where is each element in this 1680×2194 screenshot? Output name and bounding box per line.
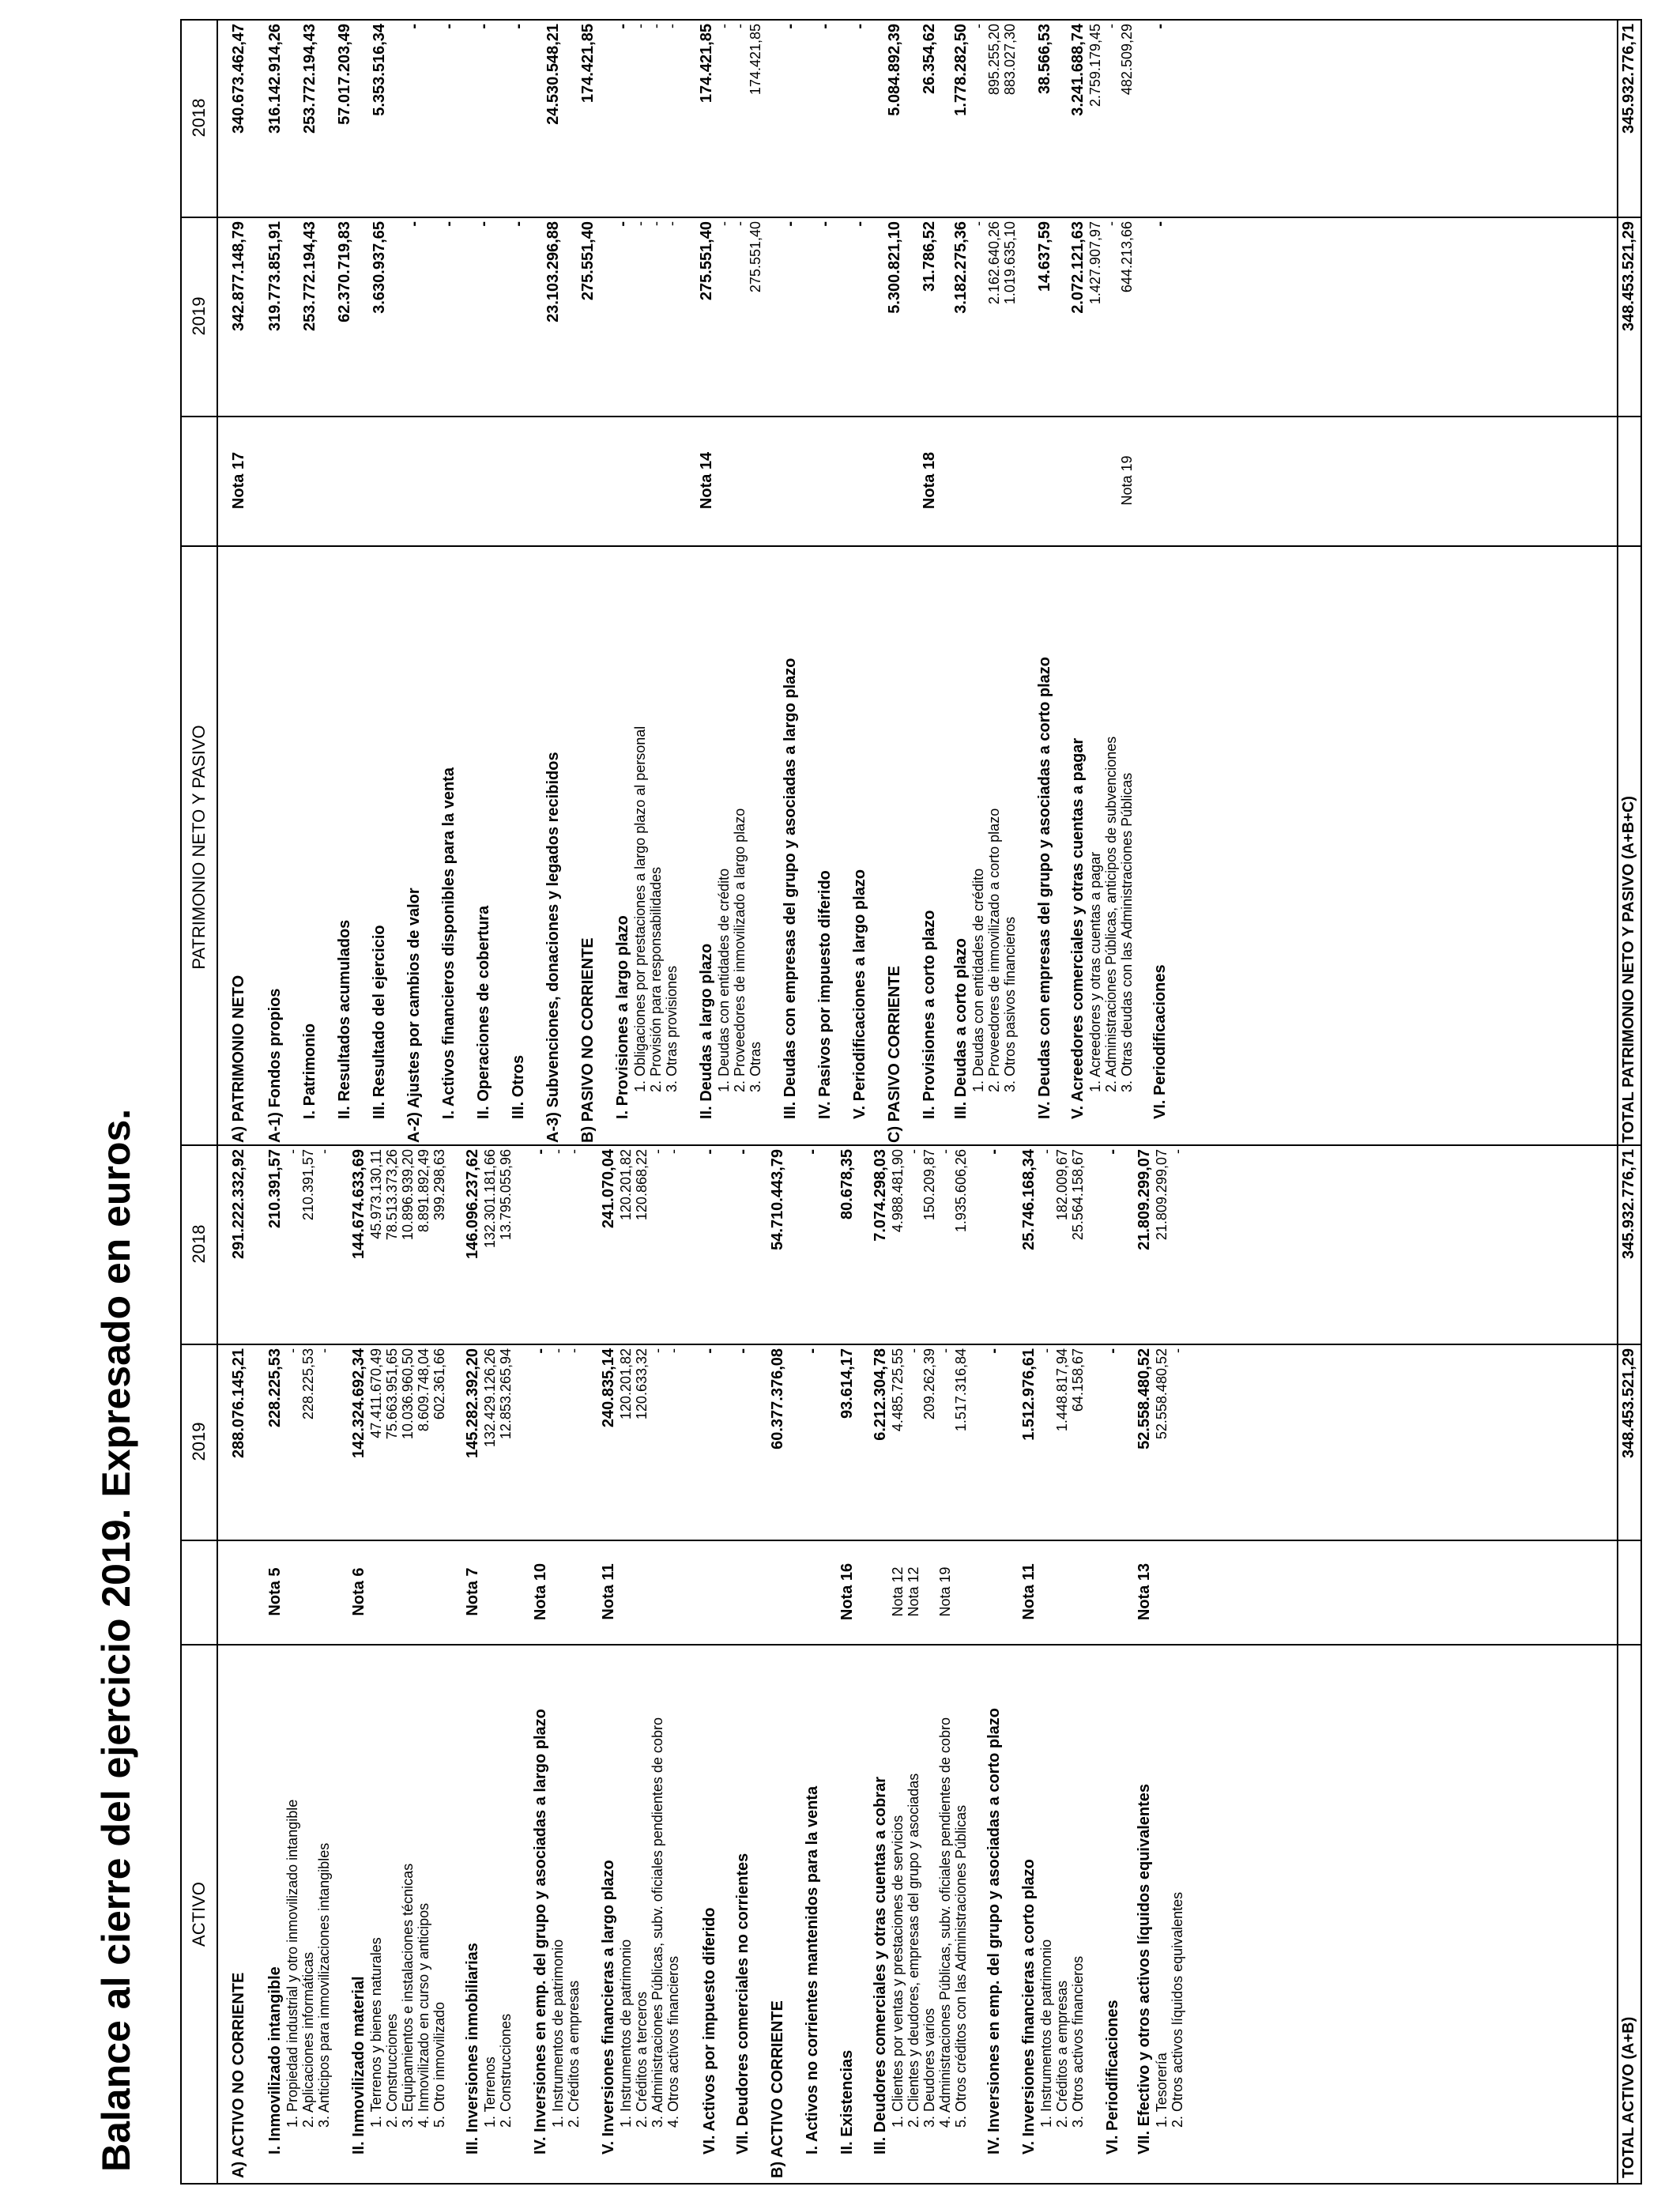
pasivo-row-16-label: 1. Deudas con entidades de crédito [716,868,732,1092]
activo-column-label [182,1646,1640,2183]
pasivo-row-9-y2018: 24.530.548,21 [544,24,562,125]
activo-row-39-y2019: 52.558.480,52 [1136,1348,1153,1449]
pasivo-column-label [182,547,1640,1148]
pasivo-row-10-y2018: 174.421,85 [579,24,597,104]
pasivo-row-9-label: A-3) Subvenciones, donaciones y legados recibidos [544,752,562,1143]
pasivo-row-24-label: III. Deudas a corto plazo [952,938,970,1119]
pasivo-header-y2018: 2018 [182,19,218,217]
pasivo-row-3-y2018: 57.017.203,49 [336,24,353,125]
activo-row-34-label: V. Inversiones financieras a corto plazo [1020,1859,1038,2154]
activo-row-6-label: 1. Terrenos y bienes naturales [368,1937,384,2128]
pasivo-row-6-y2019: - [440,221,458,227]
pasivo-header-label: PATRIMONIO NETO Y PASIVO [182,547,218,1148]
pasivo-total-label: TOTAL PATRIMONIO NETO Y PASIVO (A+B+C) [1620,796,1637,1143]
activo-column-y2019 [182,1344,1640,1541]
activo-row-14-y2018: - [532,1149,549,1155]
activo-row-25-y2018: - [804,1149,821,1155]
pasivo-row-26-y2019: 2.162.640,26 [986,221,1002,305]
pasivo-column-y2018 [182,19,1640,218]
activo-row-20-y2019: - [650,1348,665,1353]
pasivo-row-26-label: 2. Proveedores de inmovilizado a corto plazo [986,808,1002,1092]
activo-row-10-label: 5. Otro inmovilizado [431,2001,447,2128]
activo-row-19-y2018: 120.868,22 [634,1149,650,1221]
activo-row-23-label: VII. Deudores comerciales no corrientes [734,1853,751,2154]
pasivo-row-15-label: II. Deudas a largo plazo [698,943,715,1119]
activo-row-15-y2019: - [550,1348,566,1353]
activo-row-28-y2018: 4.988.481,90 [890,1149,906,1233]
pasivo-row-22-y2019: 5.300.821,10 [886,221,903,314]
pasivo-row-24-y2018: 1.778.282,50 [952,24,970,116]
activo-row-36-y2019: 1.448.817,94 [1054,1348,1070,1432]
pasivo-row-17-y2019: - [732,221,748,226]
pasivo-row-23-y2019: 31.786,52 [921,221,938,292]
activo-row-41-y2019: - [1170,1348,1185,1353]
pasivo-row-26-y2018: 895.255,20 [986,24,1002,96]
activo-row-12-y2019: 132.429.126,26 [482,1348,498,1448]
pasivo-table [180,19,1642,1148]
activo-row-12-label: 1. Terrenos [482,2056,498,2128]
activo-row-22-y2018: - [701,1149,718,1155]
pasivo-row-20-y2019: - [816,221,834,227]
activo-row-0-label: A) ACTIVO NO CORRIENTE [230,1972,247,2178]
pasivo-row-7-y2019: - [475,221,492,227]
pasivo-row-16-y2018: - [716,24,732,28]
pasivo-row-23-nota: Nota 18 [921,451,938,510]
activo-row-33-y2019: - [985,1348,1003,1354]
pasivo-row-19-y2019: - [782,221,799,227]
activo-row-37-y2019: 64.158,67 [1070,1348,1086,1412]
activo-row-6-y2019: 47.411.670,49 [368,1348,384,1438]
activo-row-35-label: 1. Instrumentos de patrimonio [1038,1939,1054,2128]
pasivo-row-33-y2018: - [1151,24,1169,29]
activo-row-7-y2019: 75.663.951,65 [384,1348,400,1440]
activo-row-28-y2019: 4.485.725,55 [890,1348,906,1432]
activo-row-38-y2018: - [1104,1149,1121,1155]
activo-row-29-nota: Nota 12 [906,1566,921,1617]
pasivo-header-y2019: 2019 [182,217,218,416]
activo-row-20-y2018: - [650,1149,665,1154]
pasivo-row-5-label: A-2) Ajustes por cambios de valor [405,888,423,1143]
pasivo-row-9-y2019: 23.103.296,88 [544,221,562,322]
activo-row-36-y2018: 182.009,67 [1054,1149,1070,1221]
activo-row-9-label: 4. Inmovilizado en curso y anticipos [416,1902,431,2128]
pasivo-row-30-label: 1. Acreedores y otras cuentas a pagar [1087,851,1103,1092]
activo-row-17-y2018: 241.070,04 [600,1149,617,1229]
pasivo-row-18-y2019: 275.551,40 [748,221,763,293]
activo-row-21-y2019: - [665,1348,681,1353]
activo-row-34-y2018: 25.746.168,34 [1020,1149,1038,1250]
activo-row-11-y2018: 146.096.237,62 [464,1149,481,1260]
activo-header-nota [182,1540,218,1644]
pasivo-row-7-label: II. Operaciones de cobertura [475,905,492,1119]
activo-row-12-y2018: 132.301.181,66 [482,1149,498,1249]
activo-row-36-label: 2. Créditos a empresas [1054,1980,1070,2128]
pasivo-row-27-y2018: 883.027,30 [1002,24,1018,96]
page-title: Balance al cierre del ejercicio 2019. Expresado en euros. [94,1108,138,2172]
activo-row-4-y2018: - [316,1149,332,1154]
activo-row-26-y2018: 80.678,35 [838,1149,856,1220]
pasivo-total-y2019: 348.453.521,29 [1620,221,1637,332]
activo-row-10-y2019: 602.361,66 [431,1348,447,1420]
activo-row-39-nota: Nota 13 [1136,1563,1153,1621]
activo-row-7-y2018: 78.513.373,26 [384,1149,400,1241]
activo-row-4-y2019: - [316,1348,332,1353]
activo-row-32-y2019: 1.517.316,84 [953,1348,969,1432]
activo-row-17-nota: Nota 11 [600,1563,617,1620]
pasivo-row-29-y2018: 3.241.688,74 [1069,24,1087,116]
pasivo-row-4-label: III. Resultado del ejercicio [371,925,388,1119]
pasivo-row-25-label: 1. Deudas con entidades de crédito [970,868,986,1092]
activo-total-cell-nota [1617,1540,1640,1644]
pasivo-row-30-y2018: 2.759.179,45 [1087,24,1103,107]
activo-row-26-y2019: 93.614,17 [838,1348,856,1419]
pasivo-row-28-y2019: 14.637,59 [1036,221,1053,292]
activo-row-8-y2019: 10.036.960,50 [400,1348,416,1440]
pasivo-row-13-label: 2. Provisión para responsabilidades [648,866,664,1092]
activo-row-32-y2018: 1.935.606,26 [953,1149,969,1233]
activo-row-4-label: 3. Anticipos para inmovilizaciones intangibles [316,1842,332,2128]
activo-row-25-label: I. Activos no corrientes mantenidos para la venta [804,1785,821,2154]
pasivo-row-15-nota: Nota 14 [698,451,715,510]
pasivo-column-y2019 [182,217,1640,417]
activo-row-10-y2018: 399.298,63 [431,1149,447,1221]
activo-header-y2019: 2019 [182,1344,218,1540]
pasivo-row-31-y2019: - [1103,221,1119,226]
activo-row-31-label: 4. Administraciones Públicas, subv. oficiales pendientes de cobro [937,1717,953,2128]
pasivo-row-18-label: 3. Otras [748,1041,763,1092]
activo-row-28-nota: Nota 12 [890,1566,906,1617]
pasivo-row-17-label: 2. Proveedores de inmovilizado a largo plazo [732,808,748,1092]
activo-row-18-label: 1. Instrumentos de patrimonio [618,1939,634,2128]
activo-total-y2018: 345.932.776,71 [1620,1149,1637,1260]
activo-row-27-y2018: 7.074.298,03 [872,1149,889,1242]
pasivo-row-11-y2019: - [614,221,631,227]
pasivo-row-23-label: II. Provisiones a corto plazo [921,910,938,1119]
pasivo-row-21-y2019: - [851,221,868,227]
activo-row-23-y2019: - [734,1348,751,1354]
activo-row-39-label: VII. Efectivo y otros activos líquidos equivalentes [1136,1783,1153,2154]
pasivo-total-cell-nota [1617,416,1640,545]
activo-row-1-label: I. Inmovilizado intangible [266,1966,284,2154]
activo-row-39-y2018: 21.809.299,07 [1136,1149,1153,1250]
pasivo-row-33-y2019: - [1151,221,1169,227]
pasivo-row-13-y2019: - [648,221,664,226]
pasivo-total-y2018: 345.932.776,71 [1620,24,1637,134]
activo-total-cell-y2019 [1617,1344,1640,1540]
pasivo-row-25-y2019: - [970,221,986,226]
activo-header-y2018: 2018 [182,1144,218,1344]
pasivo-row-22-label: C) PASIVO CORRIENTE [886,965,903,1143]
activo-row-30-y2018: 150.209,87 [921,1149,937,1221]
activo-row-38-y2019: - [1104,1348,1121,1354]
pasivo-row-5-y2018: - [405,24,423,29]
pasivo-row-1-y2018: 316.142.914,26 [266,24,284,134]
pasivo-row-30-y2019: 1.427.907,97 [1087,221,1103,305]
activo-row-9-y2018: 8.891.892,49 [416,1149,431,1233]
activo-row-38-label: VI. Periodificaciones [1104,2000,1121,2154]
activo-row-6-y2018: 45.973.130,11 [368,1149,384,1239]
pasivo-row-10-y2019: 275.551,40 [579,221,597,301]
activo-row-24-y2019: 60.377.376,08 [769,1348,786,1449]
activo-row-14-y2019: - [532,1348,549,1354]
pasivo-row-10-label: B) PASIVO NO CORRIENTE [579,937,597,1143]
activo-row-7-label: 2. Construcciones [384,2013,400,2128]
pasivo-row-19-y2018: - [782,24,799,29]
activo-row-40-y2019: 52.558.480,52 [1154,1348,1170,1440]
activo-row-34-nota: Nota 11 [1020,1563,1038,1620]
activo-row-40-label: 1. Tesorería [1154,2053,1170,2128]
activo-row-1-y2019: 228.225,53 [266,1348,284,1428]
activo-row-35-y2018: - [1038,1149,1054,1154]
activo-row-29-label: 2. Clientes y deudores, empresas del grupo y asociadas [906,1773,921,2128]
pasivo-row-18-y2018: 174.421,85 [748,24,763,96]
pasivo-row-15-y2019: 275.551,40 [698,221,715,301]
activo-row-18-y2019: 120.201,82 [618,1348,634,1420]
pasivo-row-14-y2018: - [664,24,680,28]
activo-row-37-label: 3. Otros activos financieros [1070,1955,1086,2128]
pasivo-row-20-label: IV. Pasivos por impuesto diferido [816,870,834,1119]
pasivo-row-32-y2019: 644.213,66 [1119,221,1135,293]
activo-total-y2019: 348.453.521,29 [1620,1348,1637,1459]
pasivo-row-2-y2018: 253.772.194,43 [301,24,318,134]
pasivo-row-8-y2018: - [510,24,527,29]
activo-row-24-y2018: 54.710.443,79 [769,1149,786,1250]
pasivo-row-29-label: V. Acreedores comerciales y otras cuentas a pagar [1069,737,1087,1119]
activo-row-16-y2018: - [566,1149,582,1154]
pasivo-row-12-y2018: - [632,24,648,28]
pasivo-row-27-label: 3. Otros pasivos financieros [1002,916,1018,1092]
pasivo-row-1-y2019: 319.773.851,91 [266,221,284,332]
activo-row-16-label: 2. Créditos a empresas [566,1980,582,2128]
pasivo-row-25-y2018: - [970,24,986,28]
pasivo-row-0-y2018: 340.673.462,47 [230,24,247,134]
activo-row-17-label: V. Inversiones financieras a largo plazo [600,1860,617,2154]
pasivo-row-6-y2018: - [440,24,458,29]
activo-header-label: ACTIVO [182,1646,218,2183]
activo-column-y2018 [182,1144,1640,1345]
pasivo-row-21-label: V. Periodificaciones a largo plazo [851,869,868,1119]
activo-total-cell-label [1617,1646,1640,2183]
pasivo-row-32-label: 3. Otras deudas con las Administraciones Públicas [1119,772,1135,1092]
pasivo-row-0-label: A) PATRIMONIO NETO [230,974,247,1143]
pasivo-row-28-label: IV. Deudas con empresas del grupo y asociadas a corto plazo [1036,656,1053,1119]
pasivo-row-2-label: I. Patrimonio [301,1023,318,1119]
activo-row-11-y2019: 145.282.392,20 [464,1348,481,1459]
activo-row-0-y2019: 288.076.145,21 [230,1348,247,1459]
activo-row-14-nota: Nota 10 [532,1563,549,1621]
activo-row-29-y2018: - [906,1149,921,1154]
pasivo-row-11-y2018: - [614,24,631,29]
activo-row-18-y2018: 120.201,82 [618,1149,634,1221]
activo-row-22-label: VI. Activos por impuesto diferido [701,1907,718,2154]
pasivo-row-15-y2018: 174.421,85 [698,24,715,104]
pasivo-row-8-label: III. Otros [510,1054,527,1119]
activo-total-cell-y2018 [1617,1144,1640,1344]
activo-row-14-label: IV. Inversiones en emp. del grupo y asociadas a largo plazo [532,1709,549,2154]
activo-row-13-y2019: 12.853.265,94 [498,1348,514,1440]
activo-row-8-label: 3. Equipamientos e instalaciones técnicas [400,1863,416,2128]
pasivo-row-4-y2018: 5.353.516,34 [371,24,388,116]
pasivo-row-29-y2019: 2.072.121,63 [1069,221,1087,314]
activo-row-13-y2018: 13.795.055,96 [498,1149,514,1241]
activo-row-28-label: 1. Clientes por ventas y prestaciones de servicios [890,1815,906,2128]
activo-row-5-nota: Nota 6 [350,1567,367,1616]
pasivo-row-19-label: III. Deudas con empresas del grupo y asociadas a largo plazo [782,658,799,1119]
pasivo-row-12-y2019: - [632,221,648,226]
activo-row-27-label: III. Deudores comerciales y otras cuentas a cobrar [872,1777,889,2154]
pasivo-row-14-label: 3. Otras provisiones [664,965,680,1092]
pasivo-row-11-label: I. Provisiones a largo plazo [614,915,631,1119]
pasivo-row-32-nota: Nota 19 [1119,455,1135,506]
pasivo-row-21-y2018: - [851,24,868,29]
activo-row-31-y2019: - [937,1348,953,1353]
activo-row-19-y2019: 120.633,32 [634,1348,650,1420]
pasivo-row-5-y2019: - [405,221,423,227]
pasivo-row-14-y2019: - [664,221,680,226]
activo-row-31-nota: Nota 19 [937,1566,953,1617]
pasivo-row-32-y2018: 482.509,29 [1119,24,1135,96]
activo-row-22-y2019: - [701,1348,718,1354]
activo-row-2-y2018: - [284,1149,300,1154]
activo-row-23-y2018: - [734,1149,751,1155]
activo-row-29-y2019: - [906,1348,921,1353]
activo-row-17-y2019: 240.835,14 [600,1348,617,1428]
pasivo-column-nota [182,416,1640,547]
activo-row-34-y2019: 1.512.976,61 [1020,1348,1038,1441]
pasivo-total-cell-y2018 [1617,19,1640,217]
pasivo-row-22-y2018: 5.084.892,39 [886,24,903,116]
pasivo-row-0-nota: Nota 17 [230,451,247,510]
activo-row-5-y2019: 142.324.692,34 [350,1348,367,1459]
activo-row-15-y2018: - [550,1149,566,1154]
pasivo-row-2-y2019: 253.772.194,43 [301,221,318,332]
activo-row-3-y2019: 228.225,53 [300,1348,316,1420]
activo-total-label: TOTAL ACTIVO (A+B) [1620,2016,1637,2178]
activo-row-11-label: III. Inversiones inmobiliarias [464,1943,481,2154]
pasivo-row-8-y2019: - [510,221,527,227]
pasivo-row-27-y2019: 1.019.635,10 [1002,221,1018,305]
activo-row-27-y2019: 6.212.304,78 [872,1348,889,1441]
activo-row-11-nota: Nota 7 [464,1567,481,1616]
pasivo-row-20-y2018: - [816,24,834,29]
activo-row-20-label: 3. Administraciones Públicas, subv. oficiales pendientes de cobro [650,1717,665,2128]
pasivo-row-23-y2018: 26.354,62 [921,24,938,94]
activo-row-8-y2018: 10.896.939,20 [400,1149,416,1241]
activo-row-30-label: 3. Deudores varios [921,2007,937,2128]
pasivo-row-0-y2019: 342.877.148,79 [230,221,247,332]
pasivo-row-6-label: I. Activos financieros disponibles para la venta [440,767,458,1119]
activo-row-32-label: 5. Otros créditos con las Administraciones Públicas [953,1804,969,2128]
activo-row-3-label: 2. Aplicaciones informáticas [300,1951,316,2128]
activo-row-2-label: 1. Propiedad industrial y otro inmovilizado intangible [284,1799,300,2128]
pasivo-row-7-y2018: - [475,24,492,29]
pasivo-row-4-y2019: 3.630.937,65 [371,221,388,314]
activo-row-5-y2018: 144.674.633,69 [350,1149,367,1260]
activo-row-41-y2018: - [1170,1149,1185,1154]
activo-row-2-y2019: - [284,1348,300,1353]
activo-row-33-label: IV. Inversiones en emp. del grupo y asociadas a corto plazo [985,1708,1003,2154]
activo-row-35-y2019: - [1038,1348,1054,1353]
pasivo-total-cell-label [1617,547,1640,1148]
activo-row-37-y2018: 25.564.158,67 [1070,1149,1086,1241]
pasivo-row-31-label: 2. Administraciones Públicas, anticipos de subvenciones [1103,736,1119,1092]
pasivo-row-31-y2018: - [1103,24,1119,28]
activo-row-13-label: 2. Construcciones [498,2013,514,2128]
activo-row-1-nota: Nota 5 [266,1567,284,1616]
pasivo-row-28-y2018: 38.566,53 [1036,24,1053,94]
activo-row-15-label: 1. Instrumentos de patrimonio [550,1939,566,2128]
pasivo-header-nota [182,416,218,545]
activo-row-24-label: B) ACTIVO CORRIENTE [769,2000,786,2178]
activo-row-16-y2019: - [566,1348,582,1353]
activo-row-9-y2019: 8.609.748,04 [416,1348,431,1432]
activo-row-30-y2019: 209.262,39 [921,1348,937,1420]
pasivo-row-24-y2019: 3.182.275,36 [952,221,970,314]
pasivo-row-3-label: II. Resultados acumulados [336,919,353,1119]
activo-table [180,1144,1642,2185]
pasivo-row-33-label: VI. Periodificaciones [1151,964,1169,1119]
activo-row-40-y2018: 21.809.299,07 [1154,1149,1170,1241]
activo-row-1-y2018: 210.391,57 [266,1149,284,1229]
pasivo-row-16-y2019: - [716,221,732,226]
activo-row-26-label: II. Existencias [838,2049,856,2154]
pasivo-row-17-y2018: - [732,24,748,28]
activo-row-19-label: 2. Créditos a terceros [634,1991,650,2128]
activo-column-nota [182,1540,1640,1646]
activo-row-25-y2019: - [804,1348,821,1354]
activo-row-41-label: 2. Otros activos líquidos equivalentes [1170,1891,1185,2128]
activo-row-0-y2018: 291.222.332,92 [230,1149,247,1260]
pasivo-total-cell-y2019 [1617,217,1640,416]
pasivo-row-3-y2019: 62.370.719,83 [336,221,353,322]
pasivo-row-13-y2018: - [648,24,664,28]
activo-row-21-y2018: - [665,1149,681,1154]
pasivo-row-12-label: 1. Obligaciones por prestaciones a largo plazo al personal [632,726,648,1092]
activo-row-31-y2018: - [937,1149,953,1154]
activo-row-33-y2018: - [985,1149,1003,1155]
pasivo-row-1-label: A-1) Fondos propios [266,988,284,1143]
activo-row-3-y2018: 210.391,57 [300,1149,316,1221]
activo-row-21-label: 4. Otros activos financieros [665,1955,681,2128]
activo-row-26-nota: Nota 16 [838,1563,856,1621]
activo-row-5-label: II. Inmovilizado material [350,1976,367,2154]
